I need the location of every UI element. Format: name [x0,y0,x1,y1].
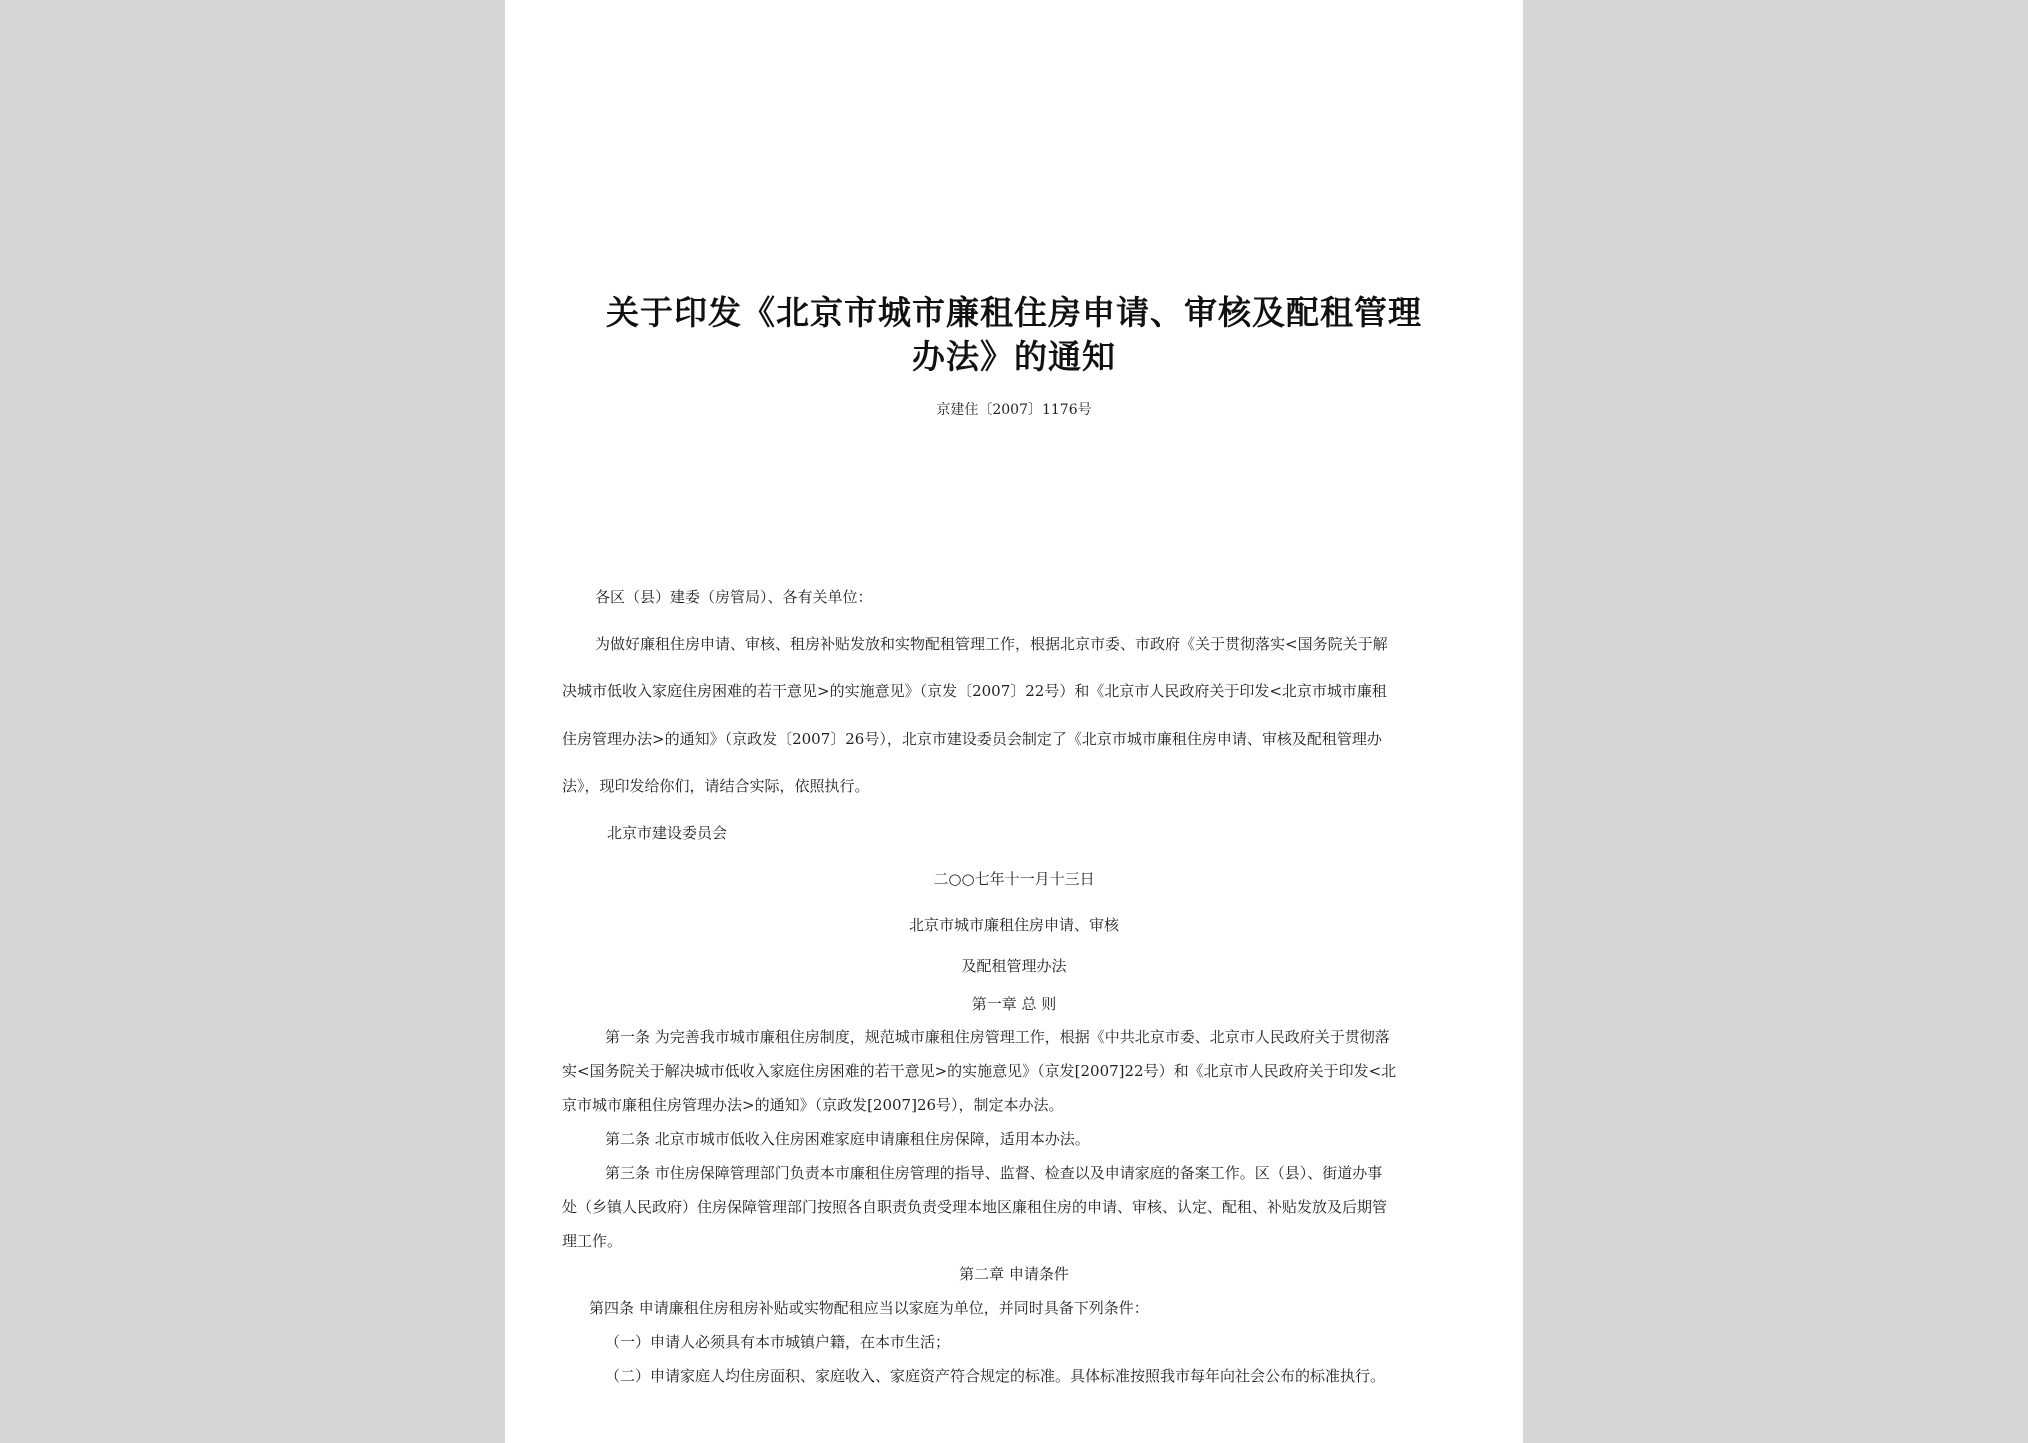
article-1-line-2: 实<国务院关于解决城市低收入家庭住房困难的若干意见>的实施意见》（京发[2007]22号）和《北京市人民政府关于印发<北 [562,1062,1397,1080]
document-number: 京建住〔2007〕1176号 [936,402,1092,418]
signature: 北京市建设委员会 [607,824,728,842]
article-3-line-3: 理工作。 [562,1232,623,1250]
chapter-2-heading: 第二章 申请条件 [959,1265,1069,1283]
regulation-title-line-2: 及配租管理办法 [961,957,1067,975]
chapter-1-heading: 第一章 总 则 [971,995,1057,1013]
article-2: 第二条 北京市城市低收入住房困难家庭申请廉租住房保障，适用本办法。 [605,1130,1090,1148]
article-4: 第四条 申请廉租住房租房补贴或实物配租应当以家庭为单位，并同时具备下列条件： [589,1299,1149,1317]
document-title-line-2: 办法》的通知 [912,337,1116,376]
issue-date: 二○○七年十一月十三日 [933,870,1095,888]
document-title-line-1: 关于印发《北京市城市廉租住房申请、审核及配租管理 [606,293,1422,332]
body-line-3: 住房管理办法>的通知》（京政发〔2007〕26号），北京市建设委员会制定了《北京市城市廉租住房申请、审核及配租管理办 [562,730,1382,748]
body-line-1: 为做好廉租住房申请、审核、租房补贴发放和实物配租管理工作，根据北京市委、市政府《关于贯彻落实<国务院关于解 [595,635,1388,653]
document-page [505,0,1523,1443]
body-line-2: 决城市低收入家庭住房困难的若干意见>的实施意见》（京发〔2007〕22号）和《北京市人民政府关于印发<北京市城市廉租 [562,682,1387,700]
article-1-line-1: 第一条 为完善我市城市廉租住房制度，规范城市廉租住房管理工作，根据《中共北京市委、北京市人民政府关于贯彻落 [605,1028,1390,1046]
article-1-line-3: 京市城市廉租住房管理办法>的通知》（京政发[2007]26号），制定本办法。 [562,1096,1064,1114]
body-line-4: 法》，现印发给你们，请结合实际，依照执行。 [562,777,870,795]
regulation-title-line-1: 北京市城市廉租住房申请、审核 [908,916,1119,934]
article-3-line-2: 处（乡镇人民政府）住房保障管理部门按照各自职责负责受理本地区廉租住房的申请、审核、认定、配租、补贴发放及后期管 [562,1198,1388,1216]
condition-1: （一）申请人必须具有本市城镇户籍，在本市生活； [605,1333,951,1351]
salutation: 各区（县）建委（房管局）、各有关单位： [595,588,873,606]
condition-2: （二）申请家庭人均住房面积、家庭收入、家庭资产符合规定的标准。具体标准按照我市每年向社会公布的标准执行。 [605,1367,1386,1385]
article-3-line-1: 第三条 市住房保障管理部门负责本市廉租住房管理的指导、监督、检查以及申请家庭的备案工作。区（县）、街道办事 [605,1164,1383,1182]
